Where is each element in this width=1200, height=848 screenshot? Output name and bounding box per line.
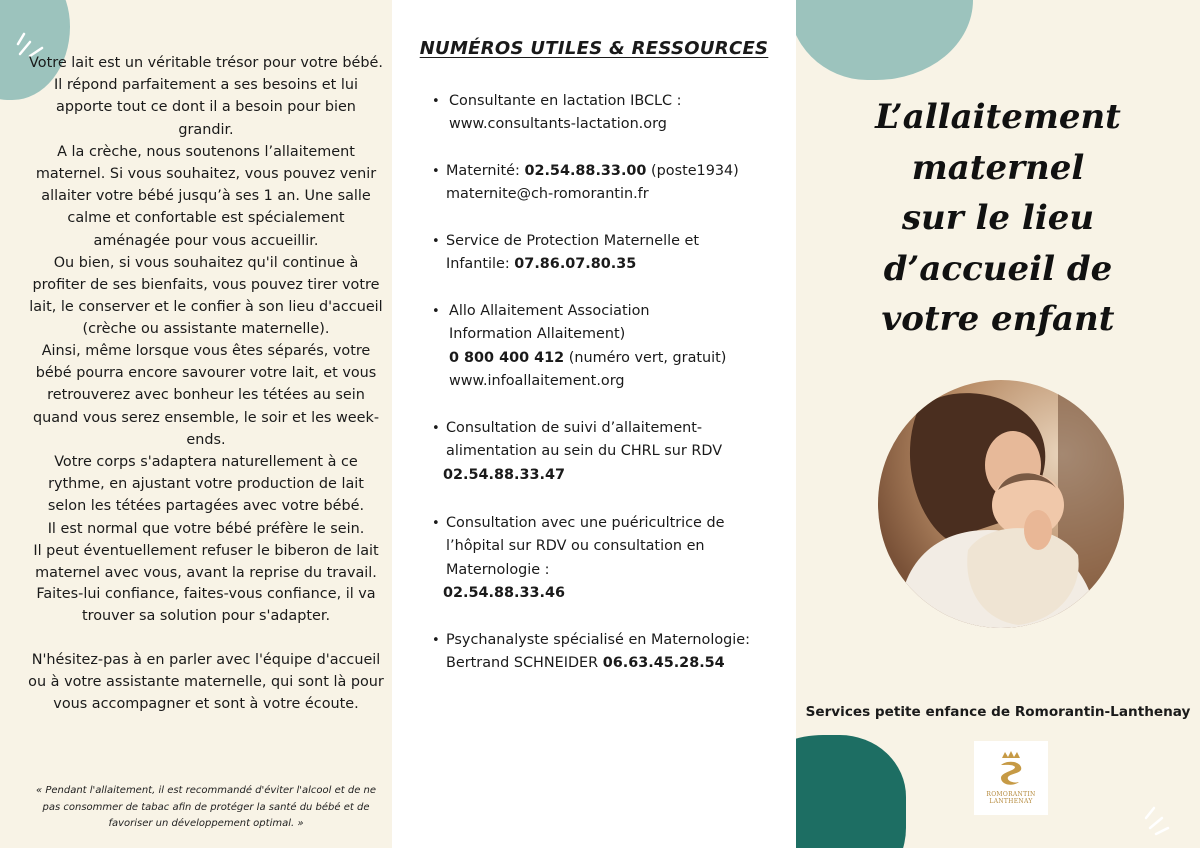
- resource-label: Maternologie :: [446, 561, 550, 578]
- resource-item-puericultrice: [432, 512, 782, 606]
- contact-team-text: [28, 649, 384, 716]
- paragraph-9: N'hésitez-pas à en parler avec l'équipe d'accueil ou à votre assistante maternelle, qui sont là pour vous accompagner et sont à votre écoute.: [28, 652, 384, 713]
- resource-label: Consultation avec une puéricultrice de: [446, 515, 725, 531]
- resource-label: Consultante en lactation IBCLC :: [449, 93, 682, 109]
- title-line: d’accueil de: [883, 248, 1113, 289]
- services-label: Services petite enfance de Romorantin-Lanthenay: [805, 704, 1191, 720]
- bullet: •: [432, 421, 440, 436]
- paragraph-1: Votre lait est un véritable trésor pour votre bébé. Il répond parfaitement a ses besoins et lui apporte tout ce dont il a besoin pour bien grandir.: [29, 55, 383, 138]
- resource-label: Information Allaitement): [449, 326, 626, 343]
- title-line: sur le lieu: [901, 198, 1095, 238]
- right-panel: [796, 0, 1200, 848]
- paragraph-5: Votre corps s'adaptera naturellement à ce rythme, en ajustant votre production de lait selon les tétées partagées avec votre bébé.: [47, 454, 365, 515]
- logo-text: [974, 791, 1048, 805]
- paragraph-2: A la crèche, nous soutenons l’allaitement maternel. Si vous souhaitez, vous pouvez venir allaiter votre bébé jusqu’à ses 1 an. Une salle calme et confortable est spécialement aménagée pour vous accueillir.: [35, 143, 377, 249]
- separation-text: [28, 340, 384, 584]
- resource-label: l’hôpital sur RDV ou consultation en: [446, 538, 705, 555]
- paragraph-6: Il est normal que votre bébé préfère le sein.: [47, 520, 365, 537]
- resource-label: Infantile:: [446, 256, 515, 273]
- brochure-title: [848, 92, 1148, 345]
- phone-number[interactable]: 06.63.45.28.54: [602, 655, 725, 672]
- resource-link[interactable]: www.infoallaitement.org: [449, 373, 625, 390]
- resource-email[interactable]: maternite@ch-romorantin.fr: [446, 186, 649, 203]
- resource-item-chrl: [432, 417, 782, 487]
- phone-number[interactable]: 02.54.88.33.46: [443, 585, 565, 602]
- resource-item-pmi: [432, 230, 782, 277]
- resource-label: Consultation de suivi d’allaitement-: [446, 420, 703, 436]
- romorantin-logo: [974, 741, 1048, 815]
- bullet: •: [432, 164, 440, 179]
- mother-baby-photo: [878, 380, 1124, 628]
- phone-number[interactable]: 0 800 400 412: [449, 349, 565, 366]
- sparkle-lines-icon: [1142, 798, 1182, 838]
- paragraph-7: Il peut éventuellement refuser le biberon de lait maternel avec vous, avant la reprise du travail.: [33, 542, 379, 582]
- phone-number[interactable]: 02.54.88.33.47: [443, 466, 565, 483]
- logo-line: ROMORANTIN: [986, 791, 1036, 798]
- health-note: « Pendant l'allaitement, il est recommandé d'éviter l'alcool et de ne pas consommer de tabac afin de protéger la santé du bébé et de favoriser un développement optimal. »: [35, 785, 377, 830]
- resource-label: Allo Allaitement Association: [449, 303, 650, 319]
- title-line: votre enfant: [881, 299, 1115, 339]
- resource-item-psychanalyste: [432, 629, 782, 676]
- logo-line: LANTHENAY: [989, 798, 1033, 805]
- bullet: •: [432, 234, 440, 249]
- intro-text: [28, 52, 384, 341]
- resource-item-maternite: [432, 160, 782, 207]
- title-line: L’allaitement: [875, 97, 1121, 137]
- resource-link[interactable]: www.consultants-lactation.org: [449, 116, 667, 133]
- resource-note: (numéro vert, gratuit): [564, 349, 727, 366]
- paragraph-4: Ainsi, même lorsque vous êtes séparés, votre bébé pourra encore savourer votre lait, et vous retrouverez avec bonheur les tétées au sein quand vous serez ensemble, le soir et les week-ends.: [32, 343, 380, 448]
- resource-item-ibclc: [432, 90, 782, 137]
- resource-label: Psychanalyste spécialisé en Maternologie:: [446, 632, 750, 648]
- left-panel: [0, 0, 392, 848]
- phone-number[interactable]: 02.54.88.33.00: [524, 163, 647, 179]
- trust-text: [28, 583, 384, 627]
- decorative-blob-top: [796, 0, 973, 80]
- crown-dragon-icon: [992, 749, 1030, 791]
- resources-title: NUMÉROS UTILES & RESSOURCES: [419, 38, 769, 59]
- paragraph-3: Ou bien, si vous souhaitez qu'il continue à profiter de ses bienfaits, vous pouvez tirer votre lait, le conserver et le confier à son lieu d'accueil (crèche ou assistante maternelle).: [29, 254, 383, 338]
- title-line: maternel: [911, 147, 1085, 188]
- bullet: •: [432, 633, 440, 648]
- resource-label: alimentation au sein du CHRL sur RDV: [446, 443, 723, 460]
- resource-item-allo-allaitement: [432, 300, 782, 394]
- decorative-blob-bottom: [796, 735, 906, 848]
- bullet: •: [432, 304, 440, 319]
- bullet: •: [432, 516, 440, 531]
- resource-extension: (poste1934): [646, 163, 739, 179]
- bullet: •: [432, 94, 440, 109]
- paragraph-8: Faites-lui confiance, faites-vous confiance, il va trouver sa solution pour s'adapter.: [36, 586, 376, 625]
- phone-number[interactable]: 07.86.07.80.35: [514, 256, 637, 273]
- middle-panel: [392, 0, 796, 848]
- resource-label: Service de Protection Maternelle et: [446, 233, 699, 249]
- resource-label: Bertrand SCHNEIDER: [446, 655, 603, 672]
- resource-label: Maternité:: [446, 163, 525, 179]
